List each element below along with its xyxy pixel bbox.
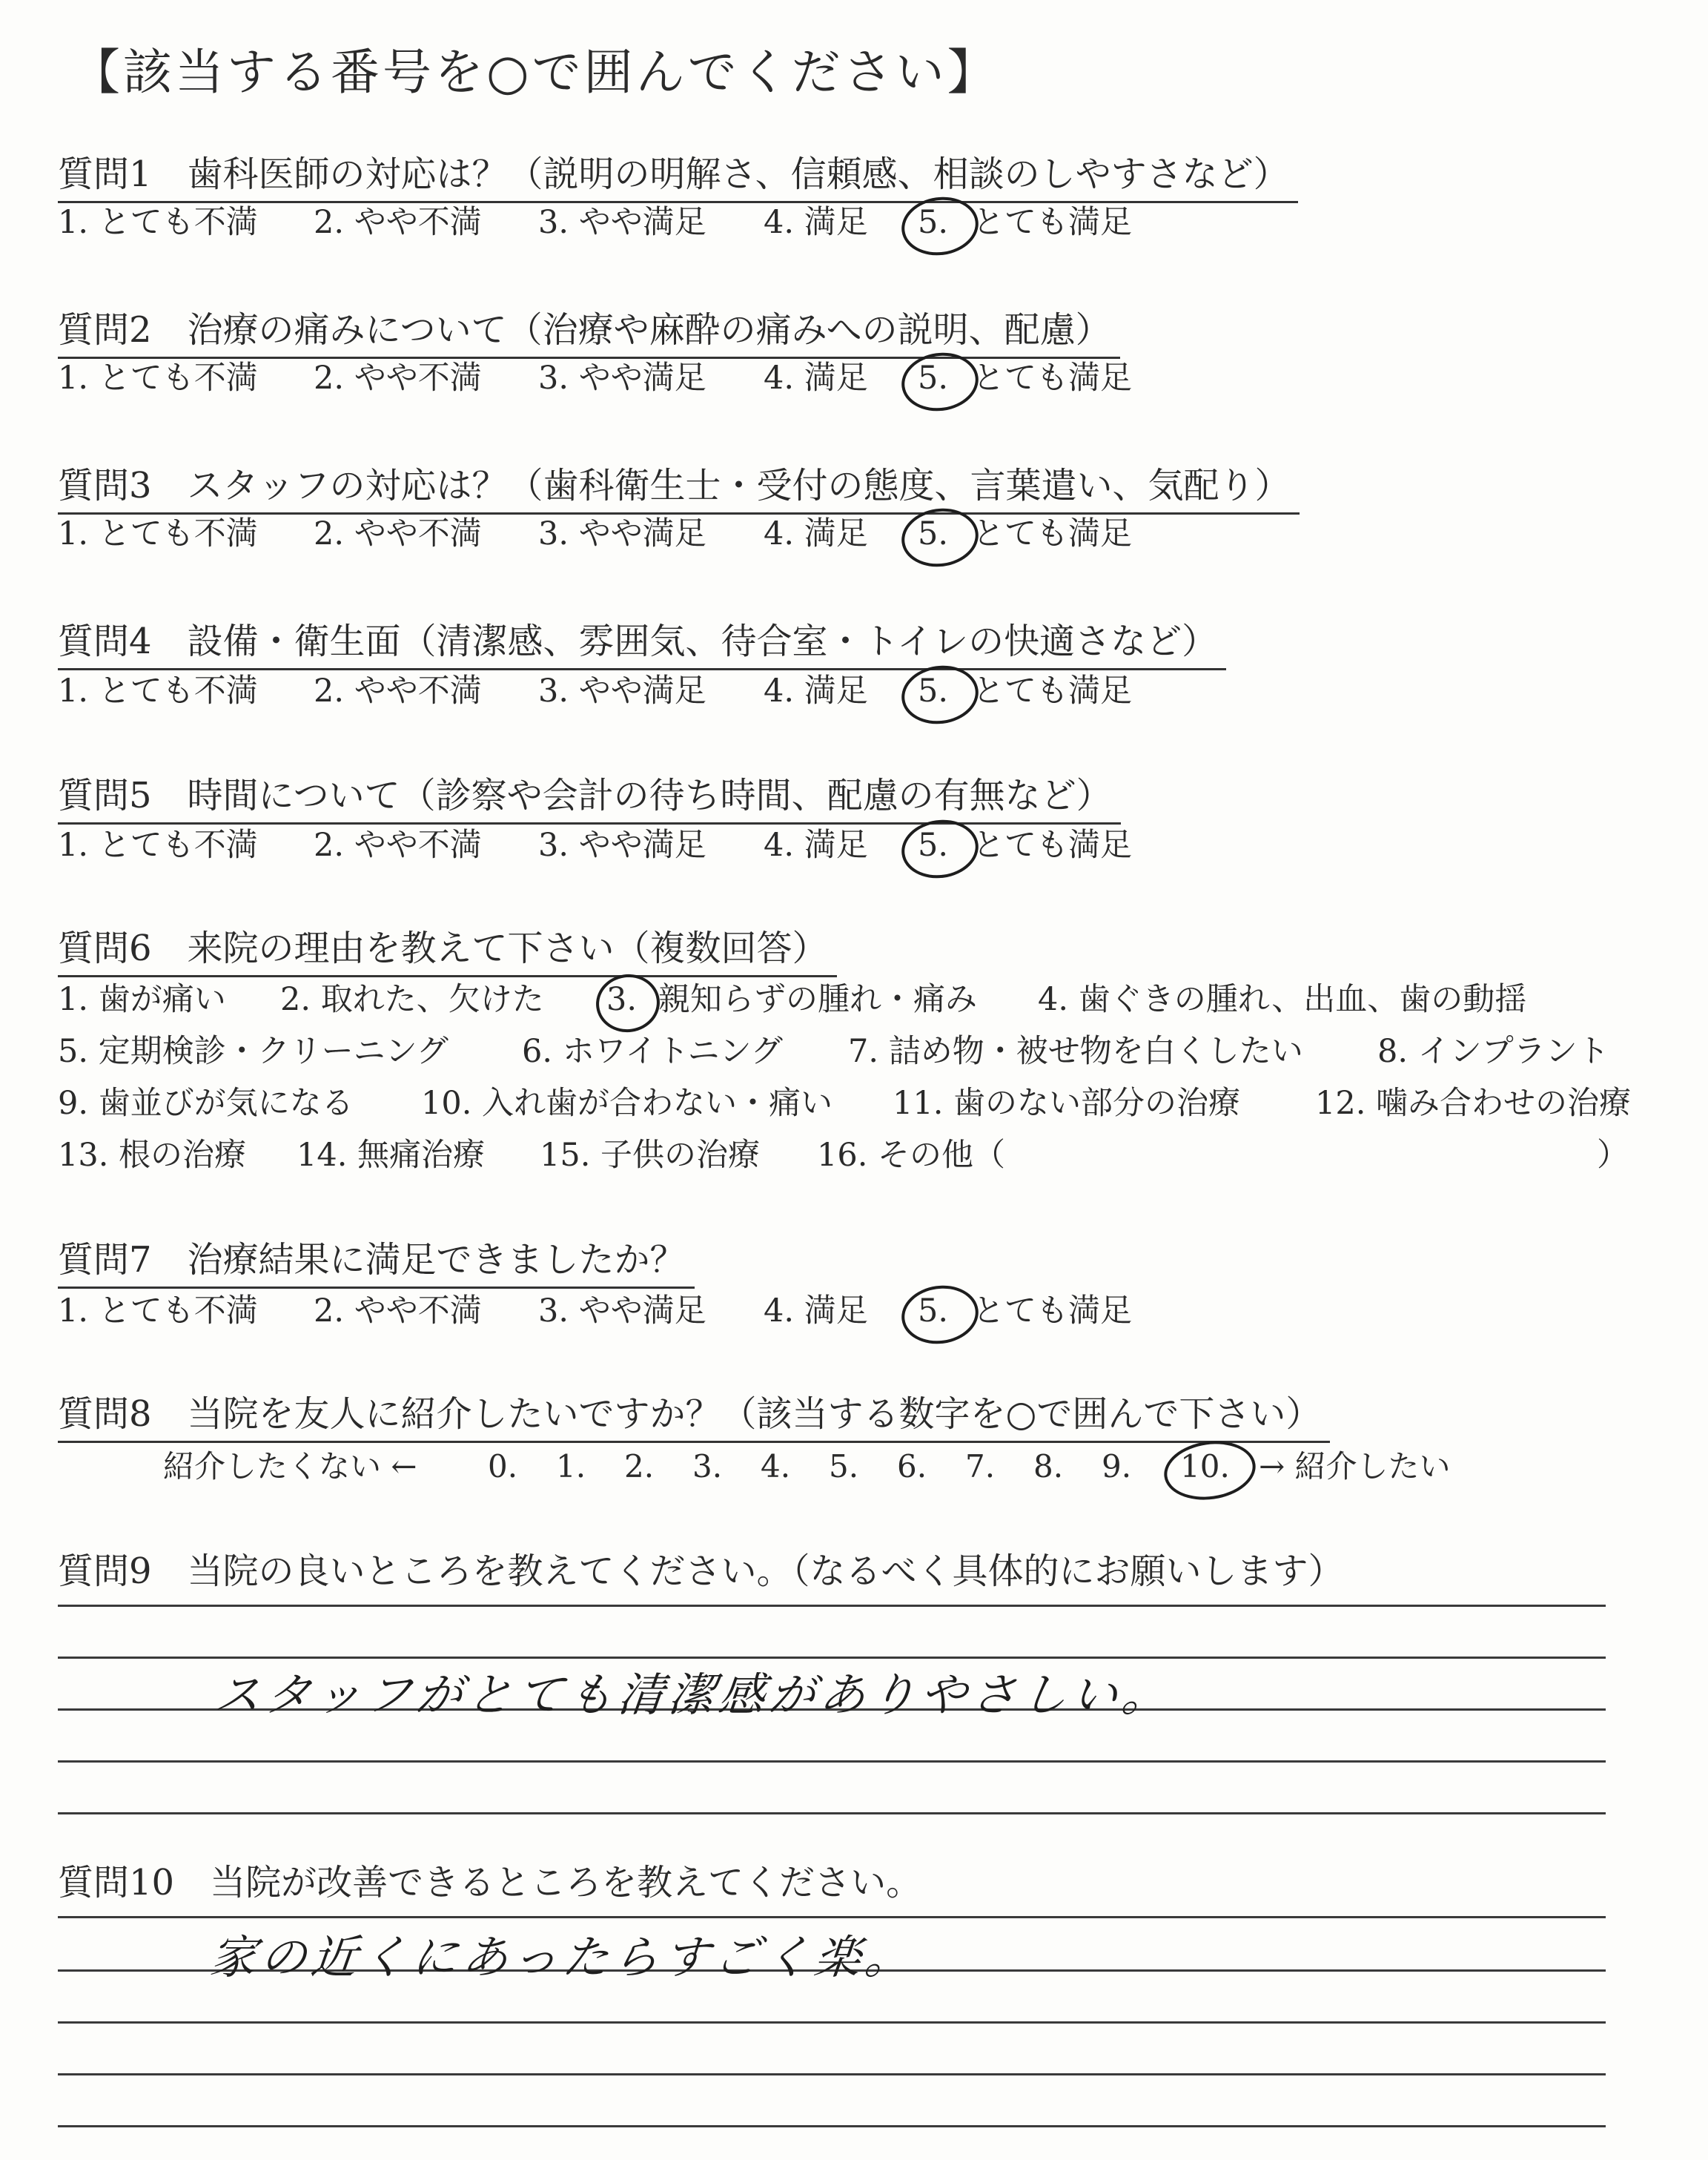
reason-option-16[interactable]: 16. その他（ [817,1137,1006,1174]
reason-option-12[interactable]: 12. 噛み合わせの治療 [1315,1085,1632,1122]
option-5-selected[interactable] [918,200,948,245]
reason-option-9[interactable]: 9. 歯並びが気になる [58,1085,354,1122]
option-5-selected[interactable] [918,1289,948,1333]
option-1[interactable]: 1. とても不満 [58,827,258,864]
option-1[interactable]: 1. とても不満 [58,204,258,241]
answer-circle: 5. [918,823,948,868]
answer-line [58,2073,1606,2075]
question-7-heading: 質問7 治療結果に満足できましたか？ [58,1231,695,1289]
scale-right-label: → 紹介したい [1259,1448,1451,1484]
answer-circle: 5. [918,356,948,400]
option-1[interactable]: 1. とても不満 [58,360,258,397]
question-10-heading: 質問10 当院が改善できるところを教えてください。 [58,1862,922,1903]
scale-6[interactable]: 6. [897,1448,927,1484]
reason-option-14[interactable]: 14. 無痛治療 [297,1137,486,1174]
scale-8[interactable]: 8. [1033,1448,1064,1484]
reason-option-7[interactable]: 7. 詰め物・被せ物を白くしたい [848,1033,1303,1070]
reason-option-13[interactable]: 13. 根の治療 [58,1137,247,1174]
option-4[interactable]: 4. 満足 [764,515,868,552]
scale-10-selected[interactable] [1180,1444,1230,1489]
option-3[interactable]: 3. やや満足 [538,515,706,552]
question-8-heading: 質問8 当院を友人に紹介したいですか？（該当する数字を○で囲んで下さい） [58,1385,1330,1443]
option-3[interactable]: 3. やや満足 [538,673,706,710]
reason-option-5[interactable]: 5. 定期検診・クリーニング [58,1033,448,1070]
option-5-label: とても満足 [973,673,1132,710]
scale-4[interactable]: 4. [761,1448,791,1484]
option-4[interactable]: 4. 満足 [764,1292,868,1330]
reason-option-8[interactable]: 8. インプラント [1377,1033,1609,1070]
option-5-label: とても満足 [973,827,1132,864]
form-title: 【該当する番号を○で囲んでください】 [71,44,999,101]
question-1-heading: 質問1 歯科医師の対応は？（説明の明解さ、信頼感、相談のしやすさなど） [58,145,1298,203]
scale-left-label: 紹介したくない ← [163,1448,417,1484]
option-5-label: とても満足 [973,360,1132,397]
option-3[interactable]: 3. やや満足 [538,360,706,397]
answer-line [58,1760,1606,1763]
scale-1[interactable]: 1. [556,1448,586,1484]
option-5-selected[interactable] [918,356,948,400]
answer-circle: 5. [918,512,948,556]
reason-option-6[interactable]: 6. ホワイトニング [522,1033,783,1070]
answer-circle: 3. [606,977,637,1022]
option-3[interactable]: 3. やや満足 [538,827,706,864]
scale-9[interactable]: 9. [1102,1448,1132,1484]
answer-circle: 5. [918,669,948,713]
option-5-label: とても満足 [973,1292,1132,1330]
option-5-selected[interactable] [918,512,948,556]
option-4[interactable]: 4. 満足 [764,204,868,241]
option-3[interactable]: 3. やや満足 [538,204,706,241]
option-4[interactable]: 4. 満足 [764,827,868,864]
option-5-label: とても満足 [973,204,1132,241]
answer-line [58,1605,1606,1607]
option-2[interactable]: 2. やや不満 [314,360,482,397]
answer-line [58,2125,1606,2127]
answer-line [58,1916,1606,1918]
reason-option-15[interactable]: 15. 子供の治療 [540,1137,761,1174]
scale-5[interactable]: 5. [829,1448,859,1484]
option-4[interactable]: 4. 満足 [764,360,868,397]
recommend-scale [163,1444,1497,1489]
option-3[interactable]: 3. やや満足 [538,1292,706,1330]
answer-circle: 5. [918,1289,948,1333]
question-3-heading: 質問3 スタッフの対応は？（歯科衛生士・受付の態度、言葉遣い、気配り） [58,457,1300,515]
option-2[interactable]: 2. やや不満 [314,1292,482,1330]
handwritten-answer-q10: 家の近くにあったらすごく楽。 [207,1930,918,1984]
reason-option-11[interactable]: 11. 歯のない部分の治療 [893,1085,1241,1122]
scale-2[interactable]: 2. [624,1448,655,1484]
handwritten-answer-q9: スタッフがとても清潔感がありやさしい。 [211,1668,1176,1722]
question-6-heading: 質問6 来院の理由を教えて下さい（複数回答） [58,919,837,977]
answer-circle: 10. [1180,1444,1230,1489]
reason-option-4[interactable]: 4. 歯ぐきの腫れ、出血、歯の動揺 [1038,981,1527,1018]
reason-option-1[interactable]: 1. 歯が痛い [58,981,226,1018]
reason-option-10[interactable]: 10. 入れ歯が合わない・痛い [421,1085,833,1122]
option-2[interactable]: 2. やや不満 [314,515,482,552]
option-5-selected[interactable] [918,669,948,713]
answer-line [58,1812,1606,1814]
scale-0[interactable]: 0. [488,1448,518,1484]
answer-line [58,2021,1606,2024]
option-1[interactable]: 1. とても不満 [58,673,258,710]
question-5-heading: 質問5 時間について（診察や会計の待ち時間、配慮の有無など） [58,767,1121,825]
scale-7[interactable]: 7. [965,1448,996,1484]
reason-option-2[interactable]: 2. 取れた、欠けた [280,981,544,1018]
reason-other-close: ） [1597,1137,1629,1174]
option-1[interactable]: 1. とても不満 [58,515,258,552]
question-9-heading: 質問9 当院の良いところを教えてください。（なるべく具体的にお願いします） [58,1550,1344,1592]
scale-3[interactable]: 3. [692,1448,723,1484]
question-4-heading: 質問4 設備・衛生面（清潔感、雰囲気、待合室・トイレの快適さなど） [58,612,1226,670]
option-5-selected[interactable] [918,823,948,868]
option-5-label: とても満足 [973,515,1132,552]
answer-circle: 5. [918,200,948,245]
option-1[interactable]: 1. とても不満 [58,1292,258,1330]
option-2[interactable]: 2. やや不満 [314,673,482,710]
option-2[interactable]: 2. やや不満 [314,827,482,864]
question-2-heading: 質問2 治療の痛みについて（治療や麻酔の痛みへの説明、配慮） [58,301,1120,359]
option-4[interactable]: 4. 満足 [764,673,868,710]
reason-option-3-selected[interactable] [606,977,637,1022]
reason-option-3-label: 親知らずの腫れ・痛み [658,981,977,1018]
option-2[interactable]: 2. やや不満 [314,204,482,241]
